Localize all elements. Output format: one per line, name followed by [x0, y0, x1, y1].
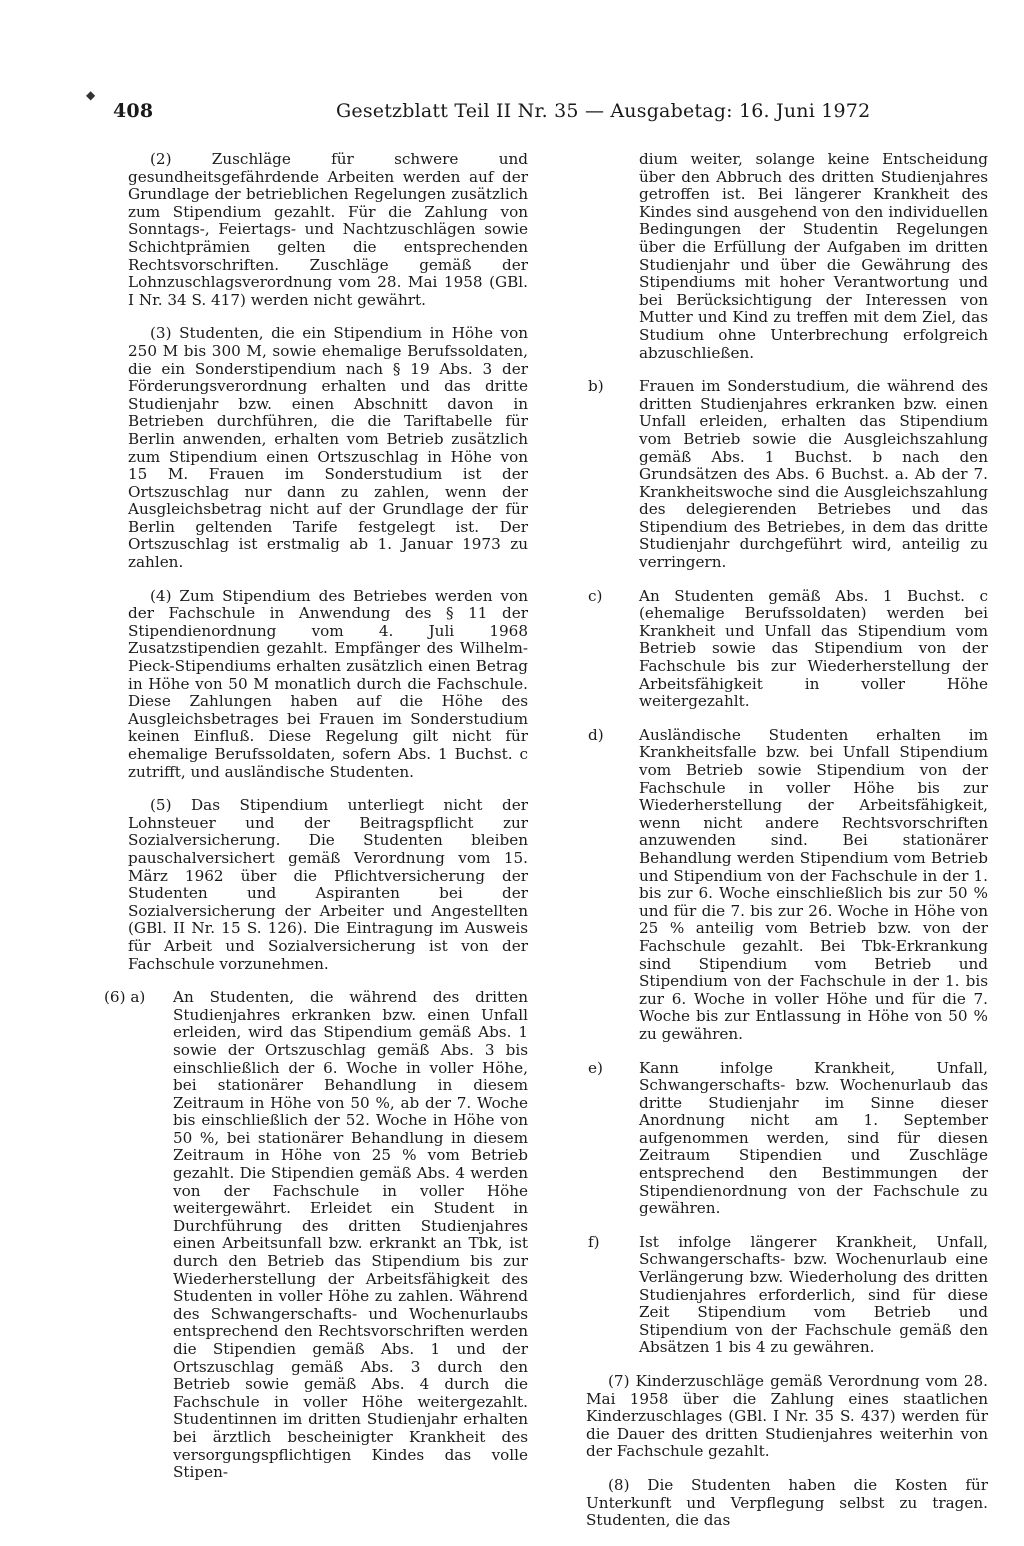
paragraph-3: (3) Studenten, die ein Stipendium in Höhe von 250 M bis 300 M, sowie ehemalige Berufssoldaten, die ein Sonderstipendium nach § 19 Abs. 3 der Förderungsverordnung erhalten und das dritte Studienjahr bzw. einen Abschnitt davon in Betrieben durchführen, die die Tariftabelle für Berlin anwenden, erhalten vom Betrieb zusätzlich zum Stipendium einen Ortszuschlag in Höhe von 15 M. Frauen im Sonderstudium ist der Ortszuschlag nur dann zu zahlen, wenn der Ausgleichsbetrag nicht auf der Grundlage der für Berlin geltenden Tarife festgelegt ist. Der Ortszuschlag ist erstmalig ab 1. Januar 1973 zu zahlen. — [128, 324, 528, 572]
item-text: An Studenten gemäß Abs. 1 Buchst. c (ehemalige Berufssoldaten) werden bei Krankheit und Unfall das Stipendium vom Betrieb sowie das Stipendium von der Fachschule bis zur Wiederherstellung der Arbeitsfähigkeit in voller Höhe weitergezahlt. — [639, 586, 988, 711]
item-text: Frauen im Sonderstudium, die während des dritten Studienjahres erkranken bzw. einen Unfall erleiden, erhalten das Stipendium vom Betrieb sowie die Ausgleichszahlung gemäß Abs. 1 Buchst. b nach den Grundsätzen des Abs. 6 Buchst. a. Ab der 7. Krankheitswoche sind die Ausgleichszahlung des delegierenden Betriebes und das Stipendium des Betriebes, in dem das dritte Studienjahr durchgeführt wird, anteilig zu verringern. — [639, 377, 988, 572]
item-text: Kann infolge Krankheit, Unfall, Schwangerschafts- bzw. Wochenurlaub das dritte Studienjahr im Sinne dieser Anordnung nicht am 1. September aufgenommen werden, sind für diesen Zeitraum Stipendien und Zuschläge entsprechend den Bestimmungen der Stipendienordnung von der Fachschule zu gewähren. — [639, 1058, 988, 1218]
item-label: (6) a) — [104, 988, 146, 1007]
item-text: An Studenten, die während des dritten Studienjahres erkranken bzw. einen Unfall erleiden, wird das Stipendium gemäß Abs. 1 sowie der Ortszuschlag gemäß Abs. 3 bis einschließlich der 6. Woche in voller Höhe, bei stationärer Behandlung in diesem Zeitraum in Höhe von 50 %, ab der 7. Woche bis einschließlich der 52. Woche in Höhe von 50 %, bei stationärer Behandlung in diesem Zeitraum in Höhe von 25 % vom Betrieb gezahlt. Die Stipendien gemäß Abs. 4 werden von der Fachschule in voller Höhe weitergewährt. Erleidet ein Student in Durchführung des dritten Studienjahres einen Arbeitsunfall bzw. erkrankt an Tbk, ist durch den Betrieb das Stipendium bis zur Wiederherstellung der Arbeitsfähigkeit des Studenten in voller Höhe zu zahlen. Während des Schwangerschafts- und Wochenurlaubs entsprechend den Rechtsvorschriften werden die Stipendien gemäß Abs. 1 und der Ortszuschlag gemäß Abs. 3 durch den Betrieb sowie gemäß Abs. 4 durch die Fachschule in voller Höhe weitergezahlt. Studentinnen im dritten Studienjahr erhalten bei ärztlich bescheinigter Krankheit des versorgungspflichtigen Kindes das volle Stipen- — [173, 988, 528, 1482]
paragraph-6d — [586, 727, 988, 1044]
item-label: e) — [588, 1058, 603, 1077]
page-header — [113, 100, 903, 130]
paragraph-4: (4) Zum Stipendium des Betriebes werden von der Fachschule in Anwendung des § 11 der Stipendienordnung vom 4. Juli 1968 Zusatzstipendien gezahlt. Empfänger des Wilhelm-Pieck-Stipendiums erhalten zusätzlich einen Betrag in Höhe von 50 M monatlich durch die Fachschule. Diese Zahlungen haben auf die Höhe des Ausgleichsbetrages bei Frauen im Sonderstudium keinen Einfluß. Diese Regelung gilt nicht für ehemalige Berufssoldaten, sofern Abs. 1 Buchst. c zutrifft, und ausländische Studenten. — [128, 586, 528, 781]
item-text: Ist infolge längerer Krankheit, Unfall, Schwangerschafts- bzw. Wochenurlaub eine Verlängerung bzw. Wiederholung des dritten Studienjahres erforderlich, sind für diese Zeit Stipendium vom Betrieb und Stipendium von der Fachschule gemäß den Absätzen 1 bis 4 zu gewähren. — [639, 1232, 988, 1357]
item-label: f) — [588, 1232, 600, 1251]
running-head: Gesetzblatt Teil II Nr. 35 — Ausgabetag: 16. Juni 1972 — [336, 100, 871, 122]
scan-mark: ◆ — [86, 88, 96, 102]
paragraph-5: (5) Das Stipendium unterliegt nicht der Lohnsteuer und der Beitragspflicht zur Sozialversicherung. Die Studenten bleiben pauschalversichert gemäß Verordnung vom 15. März 1962 über die Pflichtversicherung der Studenten und Aspiranten bei der Sozialversicherung der Arbeiter und Angestellten (GBl. II Nr. 15 S. 126). Die Eintragung im Ausweis für Arbeit und Sozialversicherung ist von der Fachschule vorzunehmen. — [128, 796, 528, 973]
item-text: Ausländische Studenten erhalten im Krankheitsfalle bzw. bei Unfall Stipendium vom Betrieb sowie Stipendium von der Fachschule in voller Höhe bis zur Wiederherstellung der Arbeitsfähigkeit, wenn nicht andere Rechtsvorschriften anzuwenden sind. Bei stationärer Behandlung werden Stipendium vom Betrieb und Stipendium von der Fachschule in der 1. bis zur 6. Woche einschließlich bis zur 50 % und für die 7. bis zur 26. Woche in Höhe von 25 % anteilig vom Betrieb bzw. von der Fachschule gezahlt. Bei Tbk-Erkrankung sind Stipendium vom Betrieb und Stipendium von der Fachschule in der 1. bis zur 6. Woche in voller Höhe und für die 7. Woche bis zur Entlassung in Höhe von 50 % zu gewähren. — [639, 725, 988, 1043]
paragraph-2: (2) Zuschläge für schwere und gesundheitsgefährdende Arbeiten werden auf der Grundlage der betrieblichen Regelungen zusätzlich zum Stipendium gezahlt. Für die Zahlung von Sonntags-, Feiertags- und Nachtzuschlägen sowie Schichtprämien gelten die entsprechenden Rechtsvorschriften. Zuschläge gemäß der Lohnzuschlagsverordnung vom 28. Mai 1958 (GBl. I Nr. 34 S. 417) werden nicht gewährt. — [128, 150, 528, 309]
paragraph-7: (7) Kinderzuschläge gemäß Verordnung vom 28. Mai 1958 über die Zahlung eines staatlichen Kinderzuschlages (GBl. I Nr. 35 S. 437) werden für die Dauer des dritten Studienjahres weiterhin von der Fachschule gezahlt. — [586, 1372, 988, 1461]
paragraph-6f — [586, 1234, 988, 1357]
left-column — [104, 150, 528, 1498]
item-label: d) — [588, 725, 604, 744]
paragraph-8: (8) Die Studenten haben die Kosten für Unterkunft und Verpflegung selbst zu tragen. Studenten, die das — [586, 1475, 988, 1530]
item-label: c) — [588, 586, 603, 605]
paragraph-6b — [586, 378, 988, 572]
paragraph-6a — [104, 988, 528, 1482]
page-number: 408 — [113, 100, 154, 122]
paragraph-6c — [586, 588, 988, 711]
paragraph-6e — [586, 1060, 988, 1218]
paragraph-6a-continued: dium weiter, solange keine Entscheidung über den Abbruch des dritten Studienjahres getroffen ist. Bei längerer Krankheit des Kindes sind ausgehend von den individuellen Bedingungen der Studentin Regelungen über die Erfüllung der Aufgaben im dritten Studienjahr und über die Gewährung des Stipendiums mit hoher Verantwortung und bei Berücksichtigung der Interessen von Mutter und Kind zu treffen mit dem Ziel, das Studium ohne Unterbrechung erfolgreich abzuschließen. — [639, 150, 988, 362]
item-label: b) — [588, 377, 604, 396]
right-column — [586, 151, 988, 1546]
